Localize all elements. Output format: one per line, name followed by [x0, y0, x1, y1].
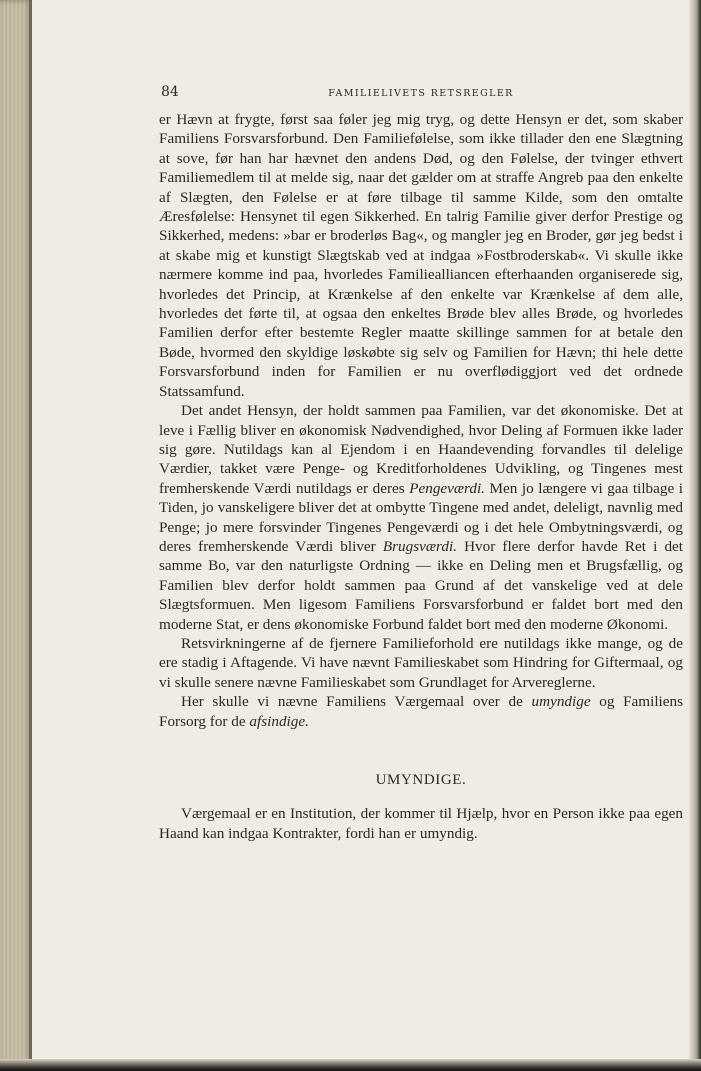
paragraph-3: Retsvirkningerne af de fjernere Familieforhold ere nutildags ikke mange, og de ere stadig i Aftagende. Vi have nævnt Familieskabet som Hindring for Giftermaal, og vi skulle senere nævne Familieskabet som Grundlaget for Arvereglerne.	[159, 634, 683, 691]
book-page-edges	[0, 0, 32, 1071]
paragraph-4	[159, 692, 683, 731]
paragraph-4-part-c: og Familiens Forsorg for de	[159, 693, 684, 730]
paragraph-2	[159, 401, 683, 634]
paragraph-4-emphasis-umyndige: umyndige	[531, 693, 591, 711]
paragraph-2-emphasis-pengevaerdi: Pengeværdi.	[409, 479, 485, 497]
paragraph-2-part-e: Hvor flere derfor havde Ret i det samme Bo, var den naturligste Ordning — ikke en Deling men et Brugsfællig, og Familien blev derfor holdt sammen paa Grund af det vanskelige ved at dele Slægtsformuen. Men ligesom Familiens Forsvarsforbund er faldet bort med den moderne Stat, er dens økonomiske Forbund faldet bort med den moderne Økonomi.	[159, 537, 683, 633]
paragraph-2-part-c: Men jo længere vi gaa tilbage i Tiden, jo vanskeligere bliver det at ombytte Tingene med andet, deleligt, navnlig med Penge; jo mere forsvinder Tingenes Pengeværdi og i det hele Ombytningsværdi, og deres fremherskende Værdi bliver	[159, 479, 683, 555]
page-header	[159, 84, 683, 110]
page	[32, 0, 689, 1059]
page-shadow-bottom	[0, 1059, 701, 1071]
running-head: FAMILIELIVETS RETSREGLER	[328, 88, 514, 99]
section-paragraph: Værgemaal er en Institution, der kommer til Hjælp, hvor en Person ikke paa egen Haand kan indgaa Kontrakter, fordi han er umyndig.	[159, 805, 683, 842]
page-content	[159, 84, 683, 843]
page-number: 84	[161, 84, 179, 100]
paragraph-2-emphasis-brugsvaerdi: Brugsværdi.	[382, 537, 457, 555]
paragraph-4-part-a: Her skulle vi nævne Familiens Værgemaal over de	[181, 693, 532, 711]
body-text	[159, 110, 683, 843]
paragraph-1: er Hævn at frygte, først saa føler jeg mig tryg, og dette Hensyn er det, som skaber Familiens Forsvarsforbund. Den Familiefølelse, som ikke tillader den ene Slægtning at sove, før han har hævnet den andens Død, og den Følelse, der tvinger ethvert Familiemedlem til at melde sig, naar det gælder om at straffe Angreb paa den enkelte af Slægten, den Følelse er at føre tilbage til samme Kilde, som den omtalte Æresfølelse: Hensynet til egen Sikkerhed. En talrig Familie giver derfor Prestige og Sikkerhed, medens: »bar er broderløs Bag«, og mangler jeg en Broder, gør jeg bedst i at skabe mig et kunstigt Slægtskab ved at indgaa »Fostbroderskab«. Vi skulle ikke nærmere komme ind paa, hvorledes Familiealliancen efterhaanden organiserede sig, hvorledes det Princip, at Krænkelse af den enkelte var Krænkelse af dem alle, hvorledes det førte til, at ogsaa den enkeltes Brøde blev alles Brøde, og hvorledes Familien derfor efter bestemte Regler maatte skillinge sammen for at betale den Bøde, hvormed den skyldige løskøbte sig selv og Familien for Hævn; thi hele dette Forsvarsforbund inden for Familien er nu overflødiggjort ved det ordnede Statssamfund.	[159, 111, 683, 400]
section-heading: UMYNDIGE.	[375, 772, 467, 788]
page-shadow-right	[689, 0, 701, 1071]
paragraph-2-part-a: Det andet Hensyn, der holdt sammen paa Familien, var det økonomiske. Det at leve i Fællig bliver en økonomisk Nødvendighed, hvor Deling af Formuen ikke lader sig gøre. Nutildags kan al Ejendom i en Haandevending forvandles til delelige Værdier, takket være Penge- og Kreditforholdenes Udvikling, og Tingenes mest fremherskende Værdi nutildags er deres	[159, 402, 683, 497]
paragraph-4-emphasis-afsindige: afsindige.	[249, 712, 309, 730]
